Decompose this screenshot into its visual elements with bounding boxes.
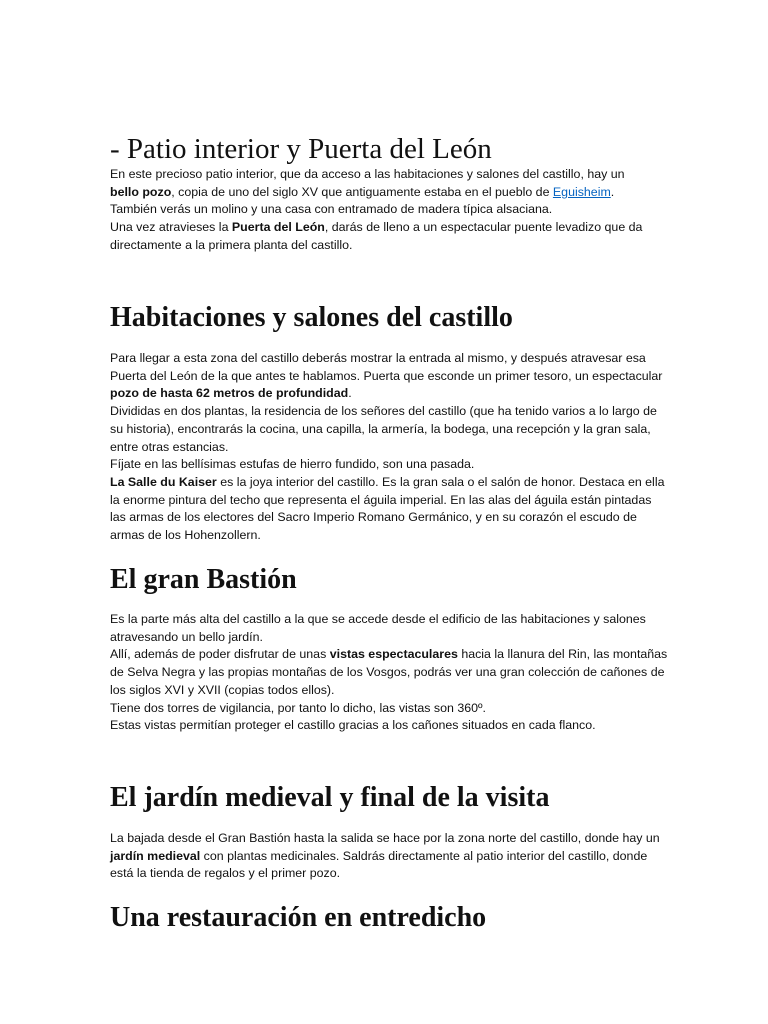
bold-bello-pozo: bello pozo [110,184,172,199]
bold-salle-du-kaiser: La Salle du Kaiser [110,474,217,489]
paragraph-patio-interior [110,166,670,255]
heading-gran-bastion: El gran Bastión [110,564,297,595]
heading-habitaciones: Habitaciones y salones del castillo [110,302,513,333]
text: También verás un molino y una casa con entramado de madera típica alsaciana. [110,202,553,217]
text: Fíjate en las bellísimas estufas de hierro fundido, son una pasada. [110,457,475,472]
text: Es la parte más alta del castillo a la que se accede desde el edificio de las habitaciones y salones atravesando un bello jardín. [110,612,646,644]
paragraph-gran-bastion [110,611,670,735]
text: Estas vistas permitían proteger el castillo gracias a los cañones situados en cada flanco. [110,718,596,733]
text: . [610,184,615,199]
paragraph-jardin-medieval [110,830,670,883]
text: En este precioso patio interior, que da acceso a las habitaciones y salones del castillo, hay un [110,167,625,181]
text: Una vez atravieses la [110,220,229,235]
text: , darás de lleno a un espectacular puente levadizo que da directamente a la primera planta del castillo. [110,220,643,252]
bold-vistas-espectaculares: vistas espectaculares [329,647,458,662]
bold-puerta-del-leon: Puerta del León [231,220,325,235]
heading-restauracion: Una restauración en entredicho [110,902,487,933]
text: Divididas en dos plantas, la residencia de los señores del castillo (que ha tenido varios a lo largo de su historia), encontrarás la cocina, una capilla, la armería, la bodega, una recepción y la gran sala, entre otras estancias. [110,404,657,454]
text: La bajada desde el Gran Bastión hasta la salida se hace por la zona norte del castillo, donde hay un [110,831,660,845]
bold-jardin-medieval: jardín medieval [110,848,201,863]
heading-jardin-medieval: El jardín medieval y final de la visita [110,782,550,813]
heading-patio-interior: - Patio interior y Puerta del León [110,133,492,165]
link-eguisheim[interactable]: Eguisheim [552,184,611,199]
paragraph-habitaciones [110,350,670,545]
text: , copia de uno del siglo XV que antiguamente estaba en el pueblo de [171,184,550,199]
text: Tiene dos torres de vigilancia, por tanto lo dicho, las vistas son 360º. [110,700,486,715]
text: . [348,386,352,401]
text: es la joya interior del castillo. Es la gran sala o el salón de honor. Destaca en ella la enorme pintura del techo que representa el águila imperial. En las alas del águila están pintadas las armas de los electores del Sacro Imperio Romano Germánico, y en su corazón el escudo de armas de los Hohenzollern. [110,474,665,543]
text: Para llegar a esta zona del castillo deberás mostrar la entrada al mismo, y después atravesar esa Puerta del León de la que antes te hablamos. Puerta que esconde un primer tesoro, un espectacular [110,351,663,383]
text: hacia la llanura del Rin, las montañas de Selva Negra y las propias montañas de los Vosgos, podrás ver una gran colección de cañones de los siglos XVI y XVII (copias todos ellos). [110,647,668,697]
bold-pozo-profundidad: pozo de hasta 62 metros de profundidad [110,386,349,401]
text: con plantas medicinales. Saldrás directamente al patio interior del castillo, donde está la tienda de regalos y el primer pozo. [110,848,648,881]
text: Allí, además de poder disfrutar de unas [110,647,327,662]
